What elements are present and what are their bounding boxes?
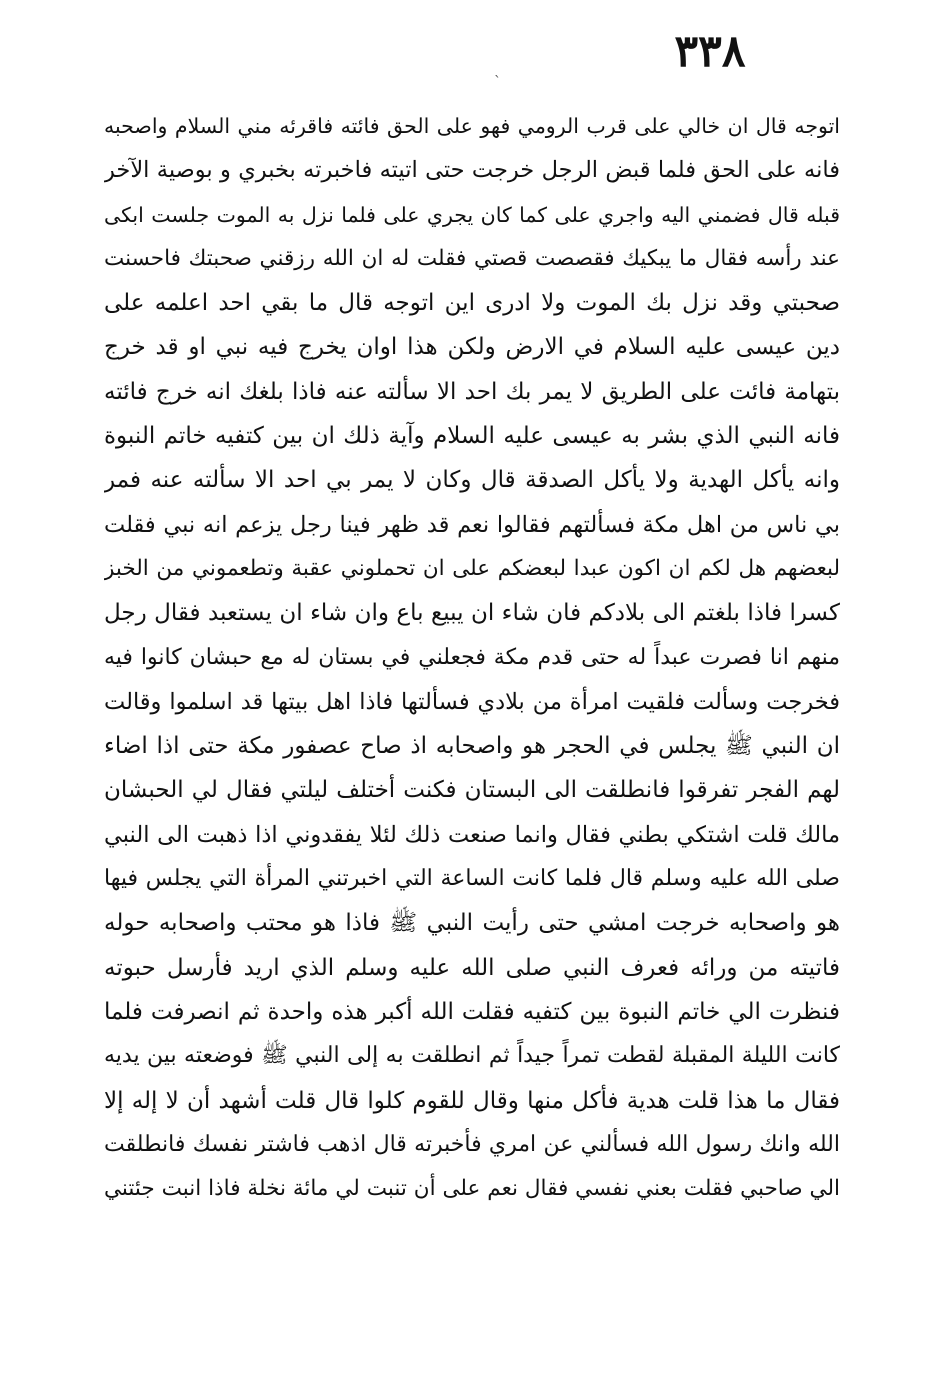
text-line: بتهامة فائت على الطريق لا يمر بك احد الا سألته عنه فاذا بلغك انه خرج فائته bbox=[104, 378, 840, 405]
text-line: اتوجه قال ان خالي على قرب الرومي فهو على الحق فائته فاقرئه مني السلام واصحبه bbox=[104, 114, 840, 138]
text-line: صلى الله عليه وسلم قال فلما كانت الساعة التي اخبرتني المرأة التي يجلس فيها bbox=[104, 866, 840, 892]
text-line: فاتيته من ورائه فعرف النبي صلى الله عليه وسلم الذي اريد فأرسل حبوته bbox=[104, 954, 840, 981]
text-line: فخرجت وسألت فلقيت امرأة من بلادي فسألتها فاذا اهل بيتها قد اسلموا وقالت bbox=[104, 688, 840, 715]
text-line: الي صاحبي فقلت بعني نفسي فقال نعم على أن تنبت لي مائة نخلة فاذا انبت جئتني bbox=[104, 1176, 840, 1202]
text-line: بي ناس من اهل مكة فسألتهم فقالوا نعم قد ظهر فينا رجل يزعم انه نبي فقلت bbox=[104, 511, 840, 538]
text-line: عند رأسه فقال ما يبكيك فقصصت قصتي فقلت له ان الله رزقني صحبتك فاحسنت bbox=[104, 245, 840, 271]
text-line: كسرا فاذا بلغتم الى بلادكم فان شاء ان يبيع باع وان شاء ان يستعبد فقال رجل bbox=[104, 600, 840, 627]
text-line: دين عيسى عليه السلام في الارض ولكن هذا اوان يخرج فيه نبي او قد خرج bbox=[104, 334, 840, 361]
text-line: فانه النبي الذي بشر به عيسى عليه السلام وآية ذلك ان بين كتفيه خاتم النبوة bbox=[104, 423, 840, 450]
text-line: قبله قال فضمني اليه واجري على كما كان يجري على فلما نزل به الموت جلست ابكى bbox=[104, 202, 840, 227]
text-line: الله وانك رسول الله فسألني عن امري فأخبرته قال اذهب فاشتر نفسك فانطلقت bbox=[104, 1131, 840, 1157]
text-line: وانه يأكل الهدية ولا يأكل الصدقة قال وكان لا يمر بي احد الا سألته عنه فمر bbox=[104, 467, 840, 494]
text-line: مالك قلت اشتكي بطني فقال وانما صنعت ذلك لئلا يفقدوني اذا ذهبت الى النبي bbox=[104, 821, 840, 848]
text-line: فقال ما هذا قلت هدية فأكل منها وقال للقوم كلوا قال قلت أشهد أن لا إله إلا bbox=[104, 1087, 840, 1114]
text-line: لهم الفجر تفرقوا فانطلقت الى البستان فكنت أختلف ليلتي فقال لي الحبشان bbox=[104, 777, 840, 804]
text-line: صحبتي وقد نزل بك الموت ولا ادرى اين اتوجه قال ما بقي احد اعلمه على bbox=[104, 290, 840, 317]
text-line: لبعضهم هل لكم ان اكون عبدا لبعضكم على ان تحملوني عقبة وتطعموني من الخبز bbox=[104, 555, 840, 581]
text-line: منهم انا فصرت عبداً له حتى قدم مكة فجعلني في بستان له مع حبشان كانوا فيه bbox=[104, 644, 840, 670]
text-line: كانت الليلة المقبلة لقطت تمراً جيداً ثم انطلقت به إلى النبي ﷺ فوضعته بين يديه bbox=[104, 1043, 840, 1069]
text-line: فنظرت الي خاتم النبوة بين كتفيه فقلت الله أكبر هذه واحدة ثم انصرفت فلما bbox=[104, 998, 840, 1025]
page-number: ٣٣٨ bbox=[674, 26, 746, 77]
text-line: هو واصحابه خرجت امشي حتى رأيت النبي ﷺ فاذا هو محتب واصحابه حوله bbox=[104, 910, 840, 937]
top-mark: ˎ bbox=[494, 62, 501, 78]
text-line: ان النبي ﷺ يجلس في الحجر هو واصحابه اذ صاح عصفور مكة حتى اذا اضاء bbox=[104, 733, 840, 760]
body-text bbox=[104, 104, 840, 1211]
text-line: فانه على الحق فلما قبض الرجل خرجت حتى اتيته فاخبرته بخبري و بوصية الآخر bbox=[104, 157, 840, 184]
